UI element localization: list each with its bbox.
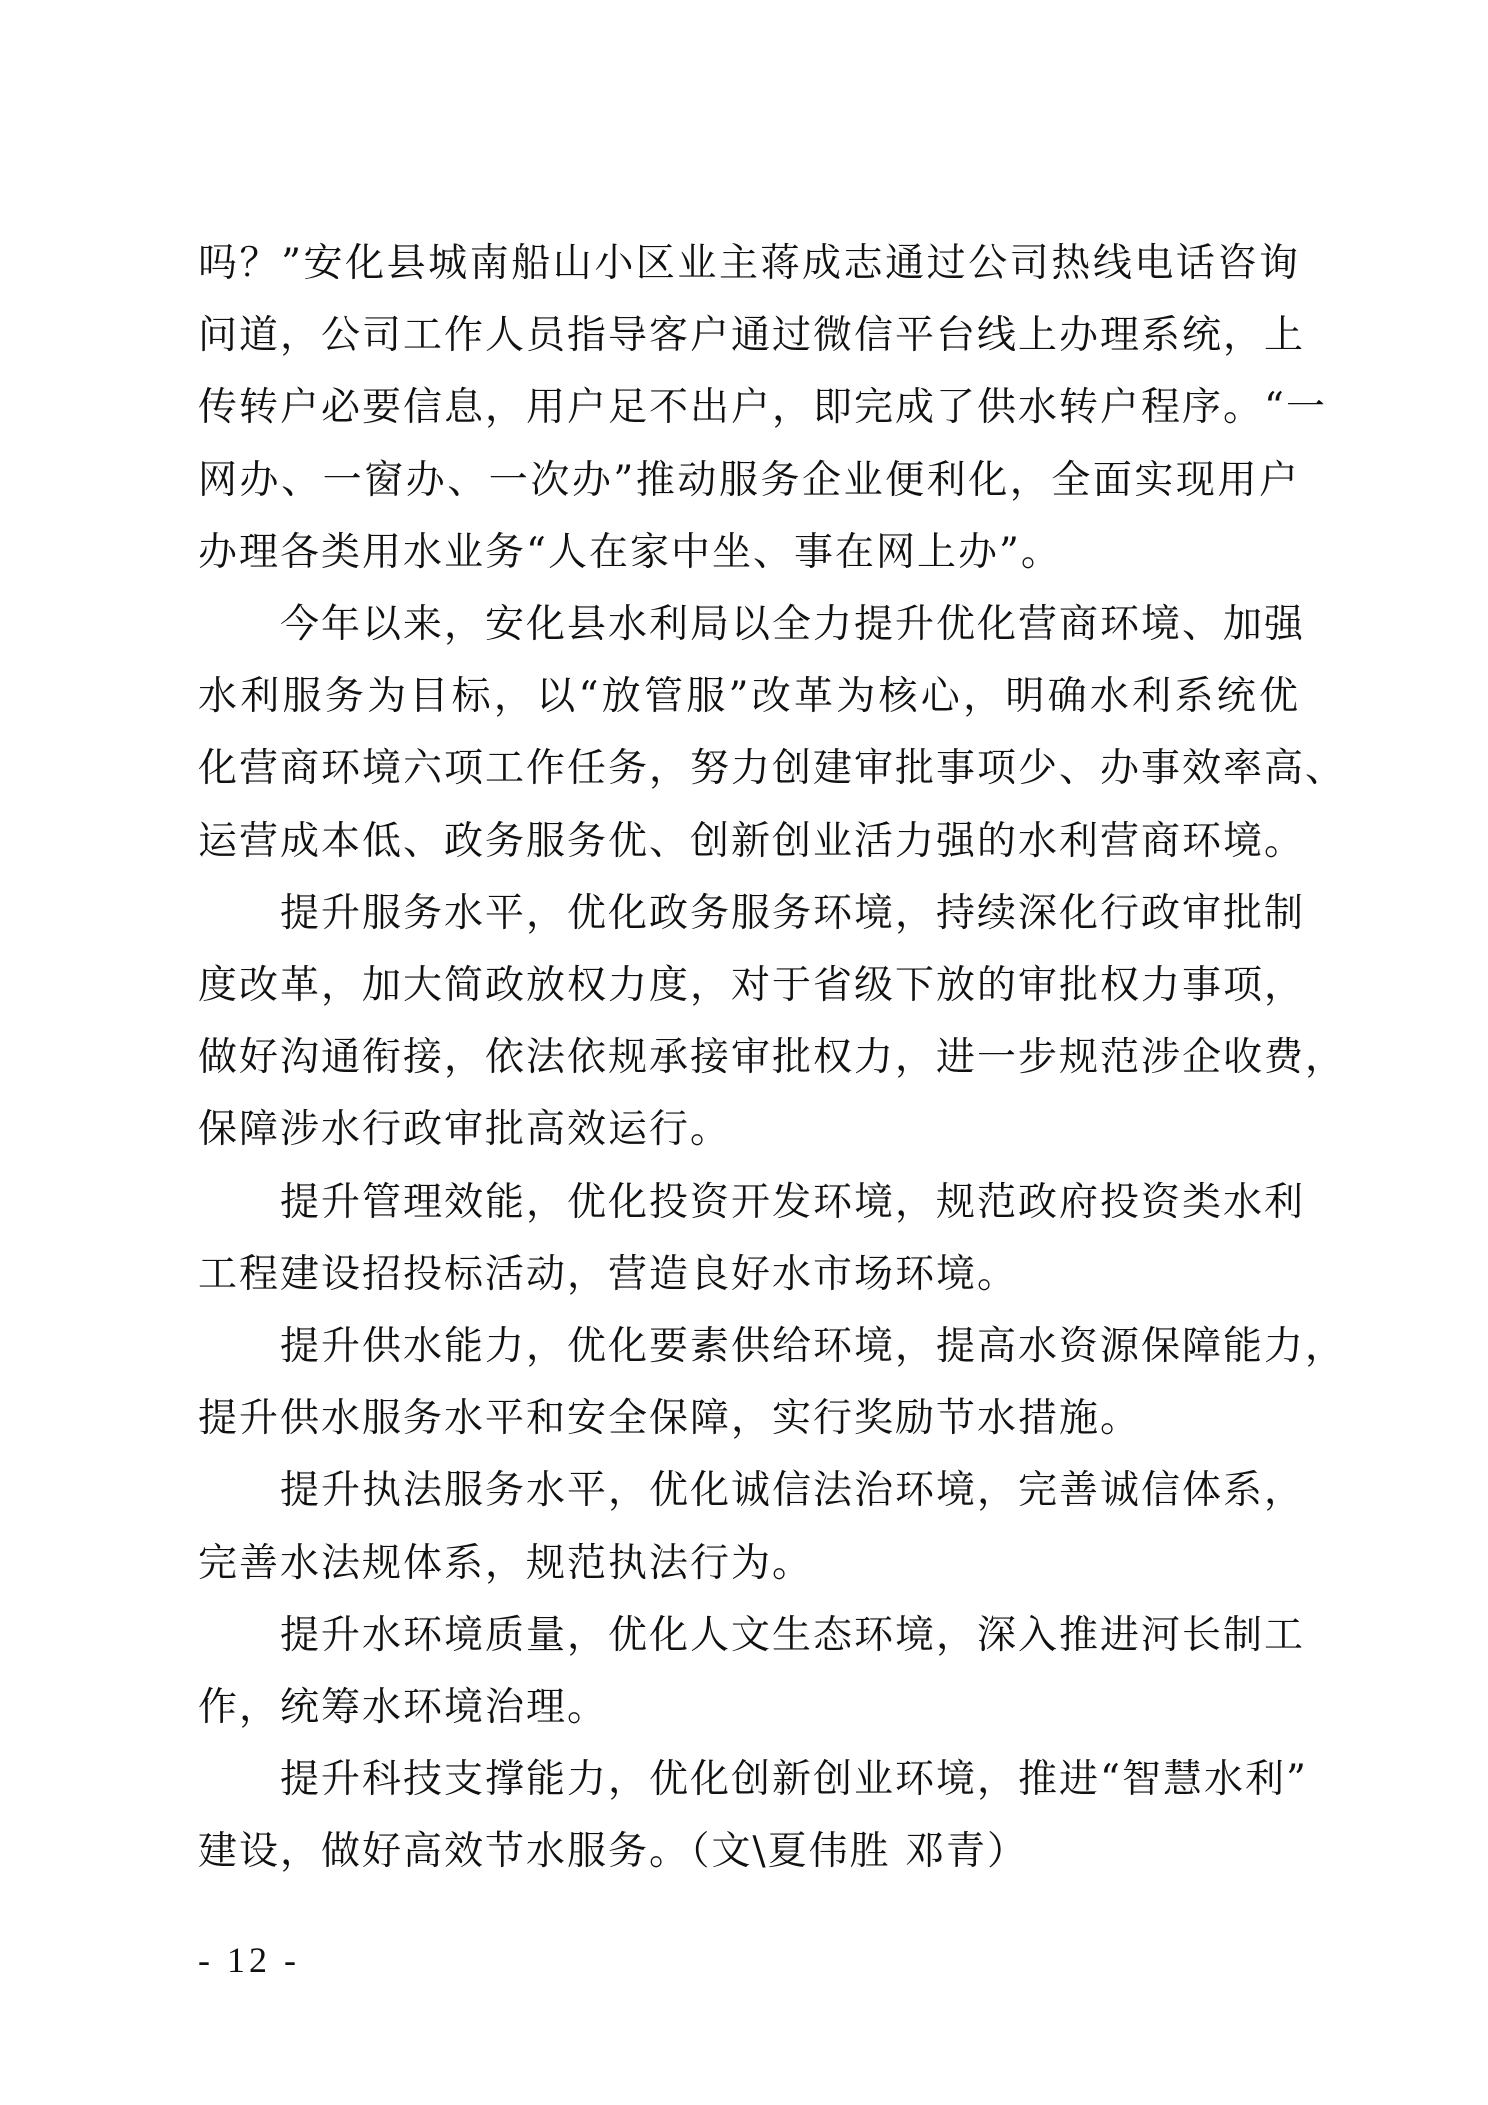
text-line: 做好沟通衔接，依法依规承接审批权力，进一步规范涉企收费， [198,1035,1347,1081]
text-line: 吗？”安化县城南船山小区业主蒋成志通过公司热线电话咨询 [198,241,1300,286]
text-line: 完善水法规体系，规范执法行为。 [198,1540,814,1586]
text-line: 提升科技支撑能力，优化创新创业环境，推进“智慧水利” [198,1757,1308,1803]
text-line: 提升水环境质量，优化人文生态环境，深入推进河长制工 [198,1612,1306,1658]
text-line: 问道，公司工作人员指导客户通过微信平台线上办理系统，上 [198,313,1306,359]
page-number: - 12 - [198,1940,300,1980]
text-line: 提升供水服务水平和安全保障，实行奖励节水措施。 [198,1396,1142,1442]
text-line: 网办、一窗办、一次办”推动服务企业便利化，全面实现用户 [198,457,1300,503]
text-line: 运营成本低、政务服务优、创新创业活力强的水利营商环境。 [198,818,1306,864]
text-line: 提升供水能力，优化要素供给环境，提高水资源保障能力， [198,1324,1347,1369]
text-line: 度改革，加大简政放权力度，对于省级下放的审批权力事项， [198,963,1306,1008]
text-line: 办理各类用水业务“人在家中坐、事在网上办”。 [198,529,1062,575]
text-line: 提升管理效能，优化投资开发环境，规范政府投资类水利 [198,1179,1306,1225]
text-line: 建设，做好高效节水服务。（文\夏伟胜 邓青） [198,1829,1029,1875]
text-line: 作，统筹水环境治理。 [198,1685,609,1730]
text-line: 化营商环境六项工作任务，努力创建审批事项少、办事效率高、 [198,746,1347,792]
text-line: 水利服务为目标，以“放管服”改革为核心，明确水利系统优 [198,674,1300,720]
text-line: 提升服务水平，优化政务服务环境，持续深化行政审批制 [198,890,1306,936]
text-line: 工程建设招投标活动，营造良好水市场环境。 [198,1251,1019,1297]
text-line: 提升执法服务水平，优化诚信法治环境，完善诚信体系， [198,1468,1306,1514]
text-line: 保障涉水行政审批高效运行。 [198,1107,732,1153]
text-line: 今年以来，安化县水利局以全力提升优化营商环境、加强 [198,602,1306,647]
text-line: 传转户必要信息，用户足不出户，即完成了供水转户程序。“一 [198,385,1327,431]
